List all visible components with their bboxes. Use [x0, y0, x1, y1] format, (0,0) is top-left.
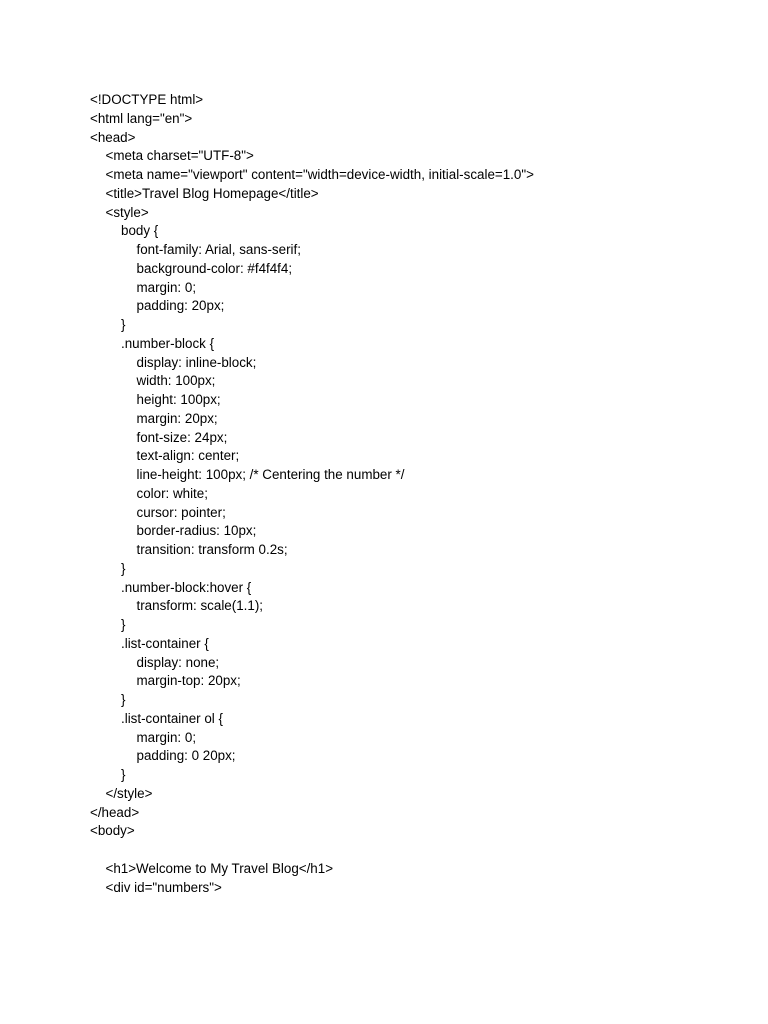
code-line: cursor: pointer; — [136, 504, 226, 520]
code-line: } — [121, 767, 126, 782]
code-line: body { — [121, 223, 159, 239]
code-line: text-align: center; — [136, 448, 240, 464]
code-line: .number-block:hover { — [121, 579, 252, 595]
code-line: <style> — [105, 204, 149, 220]
code-line: <head> — [90, 129, 136, 145]
code-line: padding: 20px; — [136, 298, 225, 314]
code-line: } — [121, 692, 126, 707]
code-line: .number-block { — [121, 335, 215, 351]
code-line: <body> — [90, 823, 135, 839]
code-line: display: none; — [136, 654, 220, 670]
code-line — [90, 841, 740, 860]
code-line: width: 100px; — [136, 373, 216, 389]
code-line: <title>Travel Blog Homepage</title> — [105, 185, 319, 201]
code-line: } — [121, 617, 126, 632]
code-line: </style> — [105, 785, 153, 801]
code-line: height: 100px; — [136, 392, 221, 407]
code-line: <h1>Welcome to My Travel Blog</h1> — [105, 860, 334, 876]
code-line: transition: transform 0.2s; — [136, 542, 288, 557]
code-line: padding: 0 20px; — [136, 748, 236, 764]
code-line: font-size: 24px; — [136, 429, 228, 445]
code-line: .list-container ol { — [121, 710, 223, 726]
code-line: color: white; — [136, 485, 208, 501]
code-line: <div id="numbers"> — [105, 879, 222, 895]
code-line: } — [121, 560, 126, 576]
code-line: <meta name="viewport" content="width=device-width, initial-scale=1.0"> — [105, 167, 534, 182]
code-line: </head> — [90, 804, 140, 820]
code-line: display: inline-block; — [136, 354, 257, 370]
code-line: margin-top: 20px; — [136, 673, 241, 689]
code-line: .list-container { — [121, 635, 209, 651]
code-line: line-height: 100px; /* Centering the number */ — [136, 467, 405, 482]
code-line: margin: 0; — [136, 729, 197, 745]
code-line: border-radius: 10px; — [136, 523, 257, 539]
code-line: margin: 20px; — [136, 410, 218, 426]
code-listing — [90, 91, 740, 897]
code-line: margin: 0; — [136, 279, 197, 295]
code-line: <meta charset="UTF-8"> — [105, 148, 254, 164]
code-line: <html lang="en"> — [90, 110, 193, 126]
code-line: } — [121, 317, 126, 332]
code-line: background-color: #f4f4f4; — [136, 260, 293, 276]
code-line: font-family: Arial, sans-serif; — [136, 242, 301, 257]
code-line: transform: scale(1.1); — [136, 598, 264, 614]
code-line: <!DOCTYPE html> — [90, 92, 204, 107]
